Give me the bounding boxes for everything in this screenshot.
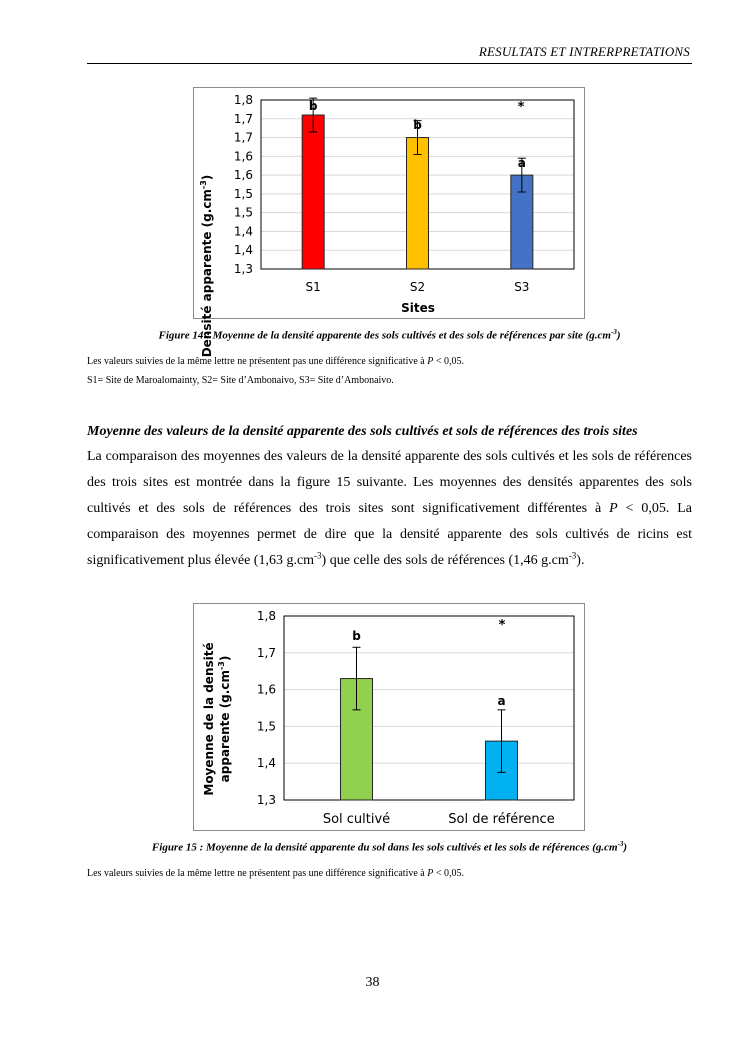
significance-letter: b bbox=[308, 99, 318, 113]
figure-15-svg bbox=[194, 604, 584, 830]
significance-asterisk: * bbox=[498, 618, 506, 633]
significance-asterisk: * bbox=[517, 100, 525, 115]
y-tick-label: 1,5 bbox=[233, 186, 253, 201]
x-tick-label: S3 bbox=[514, 280, 530, 294]
figure-15-caption: Figure 15 : Moyenne de la densité apparente du sol dans les sols cultivés et les sols de références $(g.cm^{-3})$ bbox=[151, 840, 628, 854]
figure-14-caption: Figure 14 : Moyenne de la densité apparente des sols cultivés et des sols de références par site $(g.cm^{-3})$ bbox=[158, 328, 621, 342]
y-tick-label: 1,3 bbox=[233, 262, 253, 276]
y-tick-label: 1,6 bbox=[256, 682, 276, 697]
chart-y-axis-label: Densité apparente $(g.cm^{-3})$ bbox=[199, 174, 214, 358]
y-tick-label: 1,7 bbox=[233, 111, 253, 126]
running-header: RESULTATS ET INTRERPRETATIONS bbox=[478, 44, 690, 59]
y-tick-label: 1,8 bbox=[256, 609, 276, 623]
figure-15-significance-note: Les valeurs suivies de la même lettre ne présentent pas une différence significative à P < 0,05. bbox=[87, 868, 464, 879]
x-tick-label: S1 bbox=[305, 280, 321, 294]
y-tick-label: 1,4 bbox=[256, 756, 276, 771]
body-paragraph: La comparaison des moyennes des valeurs de la densité apparente des sols cultivés et les sols de références des trois sites est montrée dans la figure 15 suivante. Les moyennes des densités apparentes des sols cultivés et des sols de références des trois sites sont significativement différentes à P < 0,05. La comparaison des moyennes permet de dire que la densité apparente des sols cultivés de ricins est significativement plus élevée (1,63 $g.cm^{-3}$) que celle des sols de références (1,46 $g.cm^{-3}$). bbox=[87, 449, 692, 568]
plot-area-border bbox=[284, 616, 574, 800]
y-tick-label: 1,8 bbox=[233, 93, 253, 107]
y-tick-label: 1,7 bbox=[233, 130, 253, 145]
chart-y-axis-label-line2: apparente $(g.cm^{-3})$ bbox=[217, 655, 232, 783]
y-tick-label: 1,7 bbox=[256, 645, 276, 660]
y-tick-label: 1,4 bbox=[233, 243, 253, 258]
y-tick-label: 1,4 bbox=[233, 224, 253, 239]
y-tick-label: 1,5 bbox=[256, 719, 276, 734]
significance-letter: a bbox=[497, 694, 506, 708]
significance-letter: b bbox=[352, 629, 361, 643]
y-tick-label: 1,6 bbox=[233, 149, 253, 164]
figure-15-chart bbox=[193, 603, 585, 831]
page-number: 38 bbox=[365, 975, 380, 990]
y-tick-label: 1,6 bbox=[233, 168, 253, 183]
significance-letter: a bbox=[517, 156, 526, 170]
figure-14-significance-note: Les valeurs suivies de la même lettre ne présentent pas une différence significative à P < 0,05. bbox=[87, 356, 464, 367]
x-tick-label: S2 bbox=[409, 280, 426, 294]
y-tick-label: 1,5 bbox=[233, 205, 253, 220]
bar-2 bbox=[407, 138, 429, 269]
section-heading: Moyenne des valeurs de la densité apparente des sols cultivés et sols de références des trois sites bbox=[87, 424, 638, 439]
significance-letter: b bbox=[413, 118, 422, 132]
chart-y-axis-label: Moyenne de la densité bbox=[202, 642, 216, 796]
y-tick-label: 1,3 bbox=[256, 793, 276, 807]
figure-14-sites-legend: S1= Site de Maroalomainty, S2= Site d’Ambonaivo, S3= Site d’Ambonaivo. bbox=[87, 375, 394, 386]
header-rule bbox=[87, 63, 692, 64]
x-tick-label: Sol cultivé bbox=[322, 812, 391, 827]
bar-1 bbox=[302, 115, 324, 269]
x-tick-label: Sol de référence bbox=[448, 812, 555, 827]
chart-x-axis-label: Sites bbox=[401, 301, 435, 315]
